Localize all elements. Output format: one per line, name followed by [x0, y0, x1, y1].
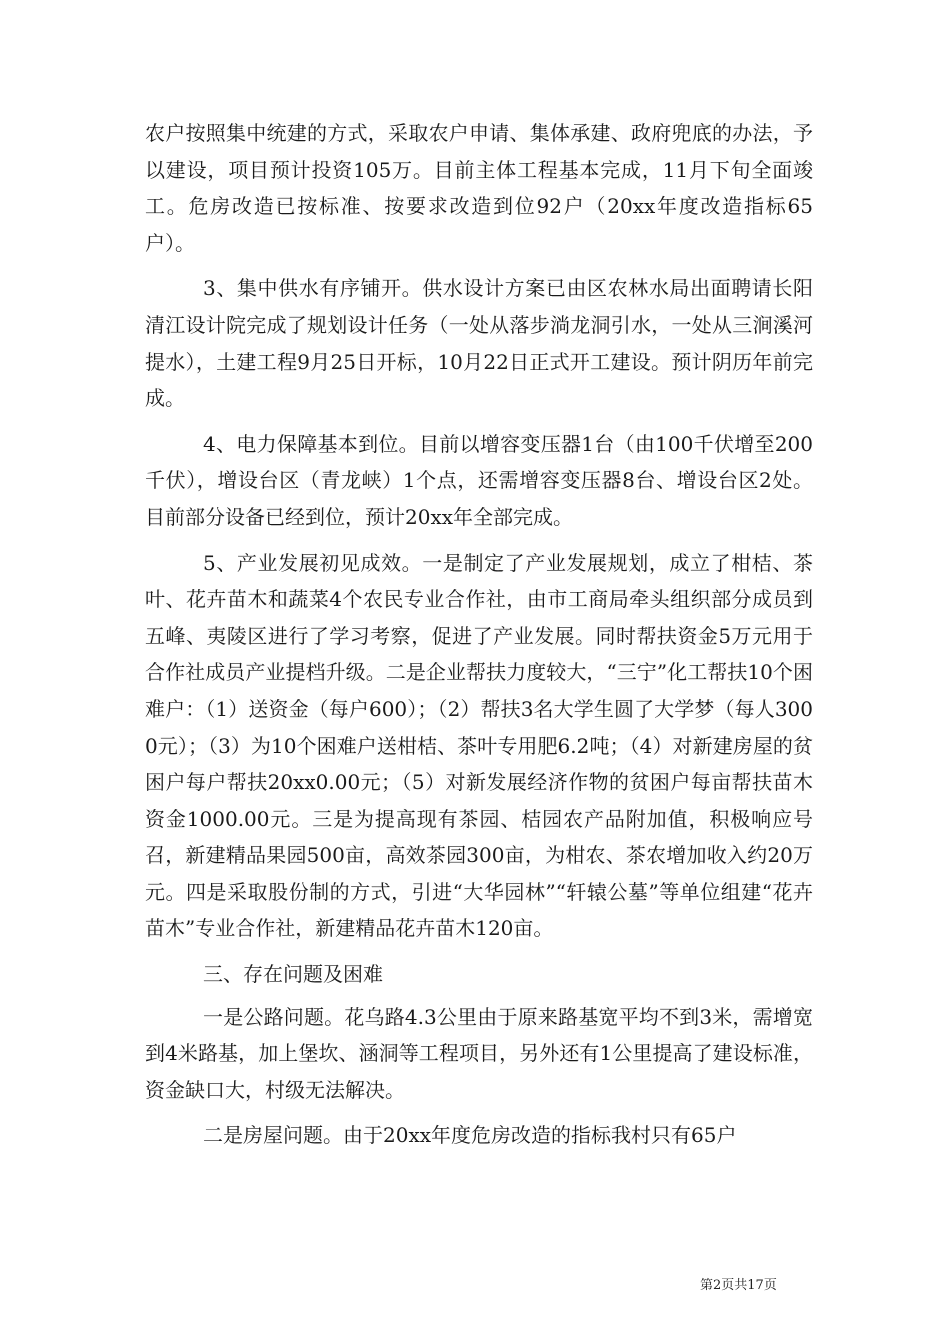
paragraph-water-supply: 3、集中供水有序铺开。供水设计方案已由区农林水局出面聘请长阳清江设计院完成了规划设计任务（一处从落步淌龙洞引水，一处从三涧溪河提水），土建工程9月25日开标，10月22日正式开工建设。预计阴历年前完成。	[145, 276, 813, 411]
page-number-footer: 第2页共17页	[700, 1278, 777, 1293]
document-body	[145, 115, 813, 1163]
paragraph-road-problem: 一是公路问题。花乌路4.3公里由于原来路基宽平均不到3米，需增宽到4米路基，加上堡坎、涵洞等工程项目，另外还有1公里提高了建设标准，资金缺口大，村级无法解决。	[145, 1004, 813, 1102]
paragraph-power-supply: 4、电力保障基本到位。目前以增容变压器1台（由100千伏增至200千伏），增设台区（青龙峡）1个点，还需增容变压器8台、增设台区2处。目前部分设备已经到位，预计20xx年全部完成。	[145, 431, 813, 529]
paragraph-housing-problem: 二是房屋问题。由于20xx年度危房改造的指标我村只有65户	[203, 1123, 737, 1148]
section-heading-problems: 三、存在问题及困难	[203, 962, 383, 987]
paragraph-housing-continued: 农户按照集中统建的方式，采取农户申请、集体承建、政府兜底的办法，予以建设，项目预计投资105万。目前主体工程基本完成，11月下旬全面竣工。危房改造已按标准、按要求改造到位92户（20xx年度改造指标65户）。	[145, 121, 813, 255]
paragraph-industry-development: 5、产业发展初见成效。一是制定了产业发展规划，成立了柑桔、茶叶、花卉苗木和蔬菜4个农民专业合作社，由市工商局牵头组织部分成员到五峰、夷陵区进行了学习考察，促进了产业发展。同时帮扶资金5万元用于合作社成员产业提档升级。二是企业帮扶力度较大，“三宁”化工帮扶10个困难户：（1）送资金（每户600）；（2）帮扶3名大学生圆了大学梦（每人3000元）；（3）为10个困难户送柑桔、茶叶专用肥6.2吨；（4）对新建房屋的贫困户每户帮扶20xx0.00元；（5）对新发展经济作物的贫困户每亩帮扶苗木资金1000.00元。三是为提高现有茶园、桔园农产品附加值，积极响应号召，新建精品果园500亩，高效茶园300亩，为柑农、茶农增加收入约20万元。四是采取股份制的方式，引进“大华园林”“轩辕公墓”等单位组建“花卉苗木”专业合作社，新建精品花卉苗木120亩。	[145, 550, 813, 941]
